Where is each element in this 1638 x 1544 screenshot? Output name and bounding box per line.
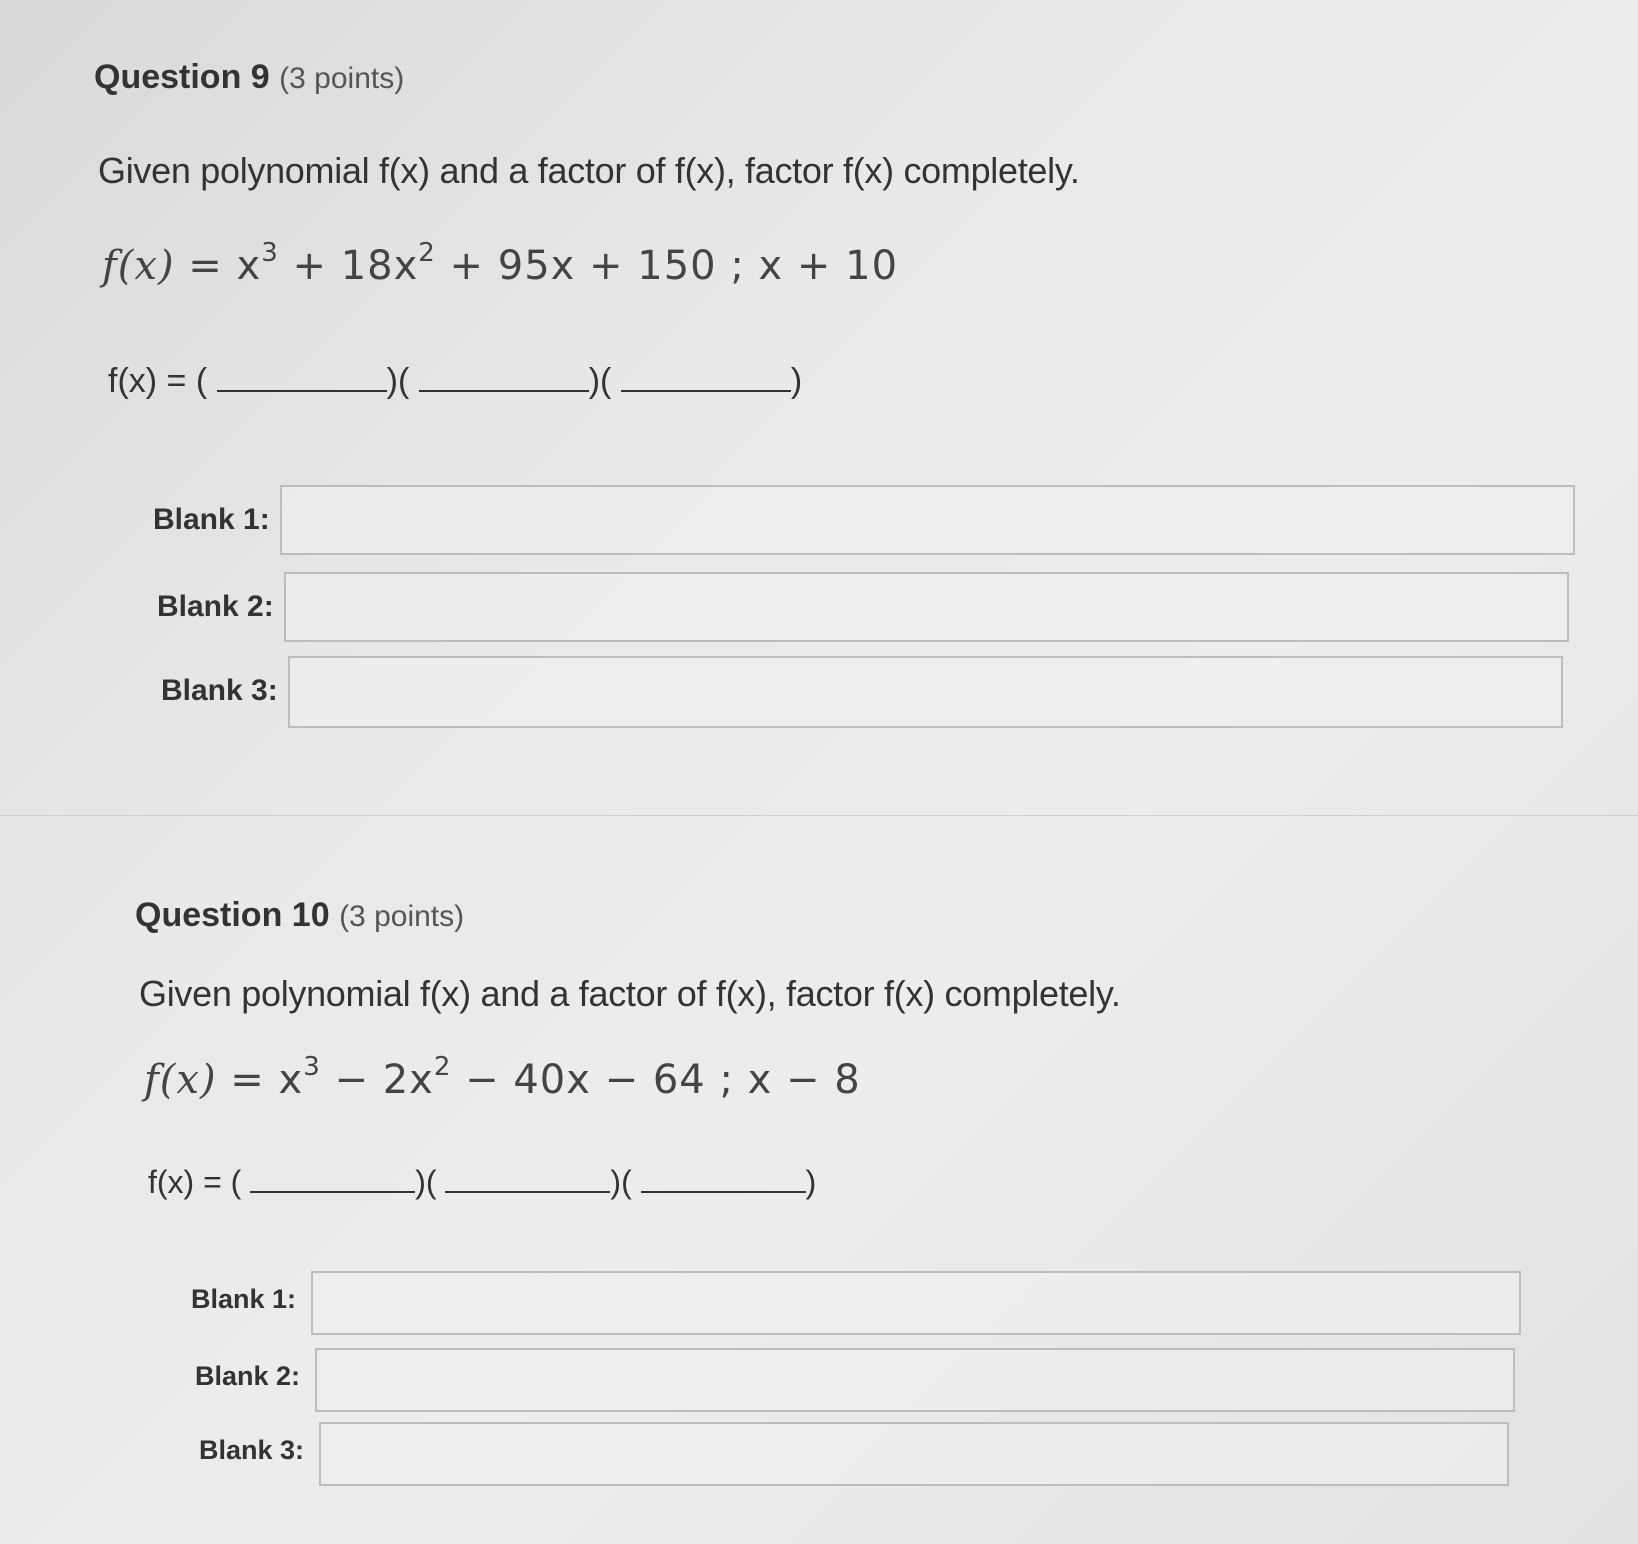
question-points: (3 points) [339,900,465,933]
question-title [94,58,404,97]
blank-1-label: Blank 1: [153,503,270,536]
blank-2-label: Blank 2: [157,590,274,623]
question-prompt: Given polynomial f(x) and a factor of f(x), factor f(x) completely. [139,973,1121,1014]
question-divider [0,815,1638,816]
factored-form-template: f(x) = ( )( )( ) [108,362,803,400]
factored-form-template: f(x) = ( )( )( ) [148,1164,817,1200]
question-number: Question 9 [94,58,270,96]
blank-2-input[interactable] [284,572,1569,642]
blank-line-2 [419,362,589,392]
blank-1-input[interactable] [280,485,1575,555]
question-number: Question 10 [135,896,330,934]
blank-line-3 [621,362,791,392]
question-prompt: Given polynomial f(x) and a factor of f(x), factor f(x) completely. [98,150,1080,191]
blank-1-input[interactable] [311,1271,1521,1335]
blank-1-label: Blank 1: [191,1284,297,1314]
blank-line-2 [445,1163,610,1193]
blank-2-input[interactable] [315,1348,1515,1412]
question-title [135,896,464,935]
polynomial-equation: $f(x) = x^3 + 18x^2 + 95x + 150$ ; x + 10 [102,238,899,289]
polynomial-equation: $f(x) = x^3 - 2x^2 - 40x - 64$ ; x − 8 [144,1052,861,1103]
blank-line-3 [641,1163,806,1193]
blank-line-1 [250,1163,415,1193]
blank-3-input[interactable] [288,656,1563,728]
blank-3-input[interactable] [319,1422,1509,1486]
blank-3-label: Blank 3: [161,674,278,707]
question-points: (3 points) [279,62,405,95]
blank-3-label: Blank 3: [199,1435,305,1465]
blank-line-1 [217,362,387,392]
blank-2-label: Blank 2: [195,1361,301,1391]
